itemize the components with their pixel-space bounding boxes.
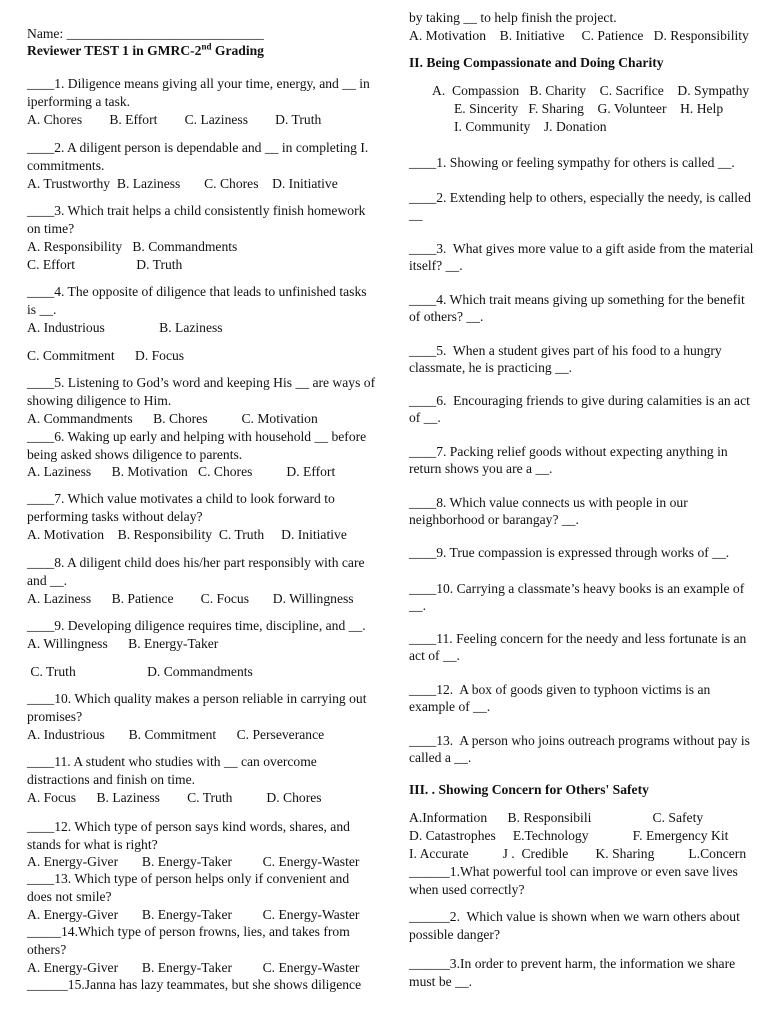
section2-choices-row: A. Compassion B. Charity C. Sacrifice D. Sympathy [432, 83, 750, 98]
question-text: __ [409, 207, 423, 222]
q15-options: A. Motivation B. Initiative C. Patience D. Responsibility [409, 28, 749, 43]
section3-choices-row: D. Catastrophes E.Technology F. Emergency Kit [409, 828, 729, 843]
question-text: ____4. The opposite of diligence that leads to unfinished tasks [27, 284, 367, 299]
question-text: ____10. Carrying a classmate’s heavy books is an example of [409, 581, 745, 596]
question-text: promises? [27, 709, 83, 724]
question-text: distractions and finish on time. [27, 772, 196, 787]
question-text: stands for what is right? [27, 837, 158, 852]
question-text: ____13. Which type of person helps only if convenient and [27, 871, 350, 886]
question-text: of __. [409, 410, 441, 425]
answer-options: A. Responsibility B. Commandments [27, 239, 238, 254]
question-text: neighborhood or barangay? __. [409, 512, 579, 527]
section2-heading: II. Being Compassionate and Doing Charity [409, 55, 664, 70]
question-text: ____5. Listening to God’s word and keeping His __ are ways of [27, 375, 376, 390]
question-text: ______1.What powerful tool can improve or even save lives [409, 864, 738, 879]
q15-continuation: by taking __ to help finish the project. [409, 10, 617, 25]
question-text: performing tasks without delay? [27, 509, 203, 524]
question-text: when used correctly? [409, 882, 525, 897]
question-text: ____12. Which type of person says kind words, shares, and [27, 819, 350, 834]
question-text: ____7. Packing relief goods without expecting anything in [409, 444, 728, 459]
question-text: ____1. Diligence means giving all your time, energy, and __ in [27, 76, 370, 91]
question-text: ____3. Which trait helps a child consistently finish homework [27, 203, 366, 218]
question-text: ____8. Which value connects us with people in our [409, 495, 688, 510]
section2-choices-row: I. Community J. Donation [454, 119, 607, 134]
question-text: is __. [27, 302, 57, 317]
title-text: Reviewer TEST 1 in GMRC-2 [27, 43, 202, 58]
answer-options: A. Commandments B. Chores C. Motivation [27, 411, 318, 426]
question-text: ____3. What gives more value to a gift aside from the material [409, 241, 754, 256]
answer-options: A. Energy-Giver B. Energy-Taker C. Energy-Waster [27, 854, 360, 869]
question-text: ____9. Developing diligence requires time, discipline, and __. [27, 618, 366, 633]
question-text: ____6. Waking up early and helping with household __ before [27, 429, 367, 444]
answer-options: A. Chores B. Effort C. Laziness D. Truth [27, 112, 322, 127]
answer-options: A. Industrious B. Commitment C. Perseverance [27, 727, 325, 742]
section2-choices-row: E. Sincerity F. Sharing G. Volunteer H. Help [454, 101, 724, 116]
question-text: itself? __. [409, 258, 463, 273]
question-text: ____11. Feeling concern for the needy and less fortunate is an [409, 631, 747, 646]
answer-options: A. Laziness B. Motivation C. Chores D. Effort [27, 464, 336, 479]
question-text: others? [27, 942, 67, 957]
question-text: ____5. When a student gives part of his food to a hungry [409, 343, 722, 358]
answer-options: C. Truth D. Commandments [27, 664, 253, 679]
question-text: _____14.Which type of person frowns, lies, and takes from [27, 924, 350, 939]
question-text: on time? [27, 221, 75, 236]
question-text: called a __. [409, 750, 472, 765]
answer-options: A. Trustworthy B. Laziness C. Chores D. Initiative [27, 176, 338, 191]
question-text: commitments. [27, 158, 105, 173]
answer-options: C. Effort D. Truth [27, 257, 183, 272]
question-text: possible danger? [409, 927, 500, 942]
question-text: ____8. A diligent child does his/her part responsibly with care [27, 555, 365, 570]
question-text: iperforming a task. [27, 94, 131, 109]
question-text: example of __. [409, 699, 491, 714]
question-text: classmate, he is practicing __. [409, 360, 573, 375]
question-text: ______2. Which value is shown when we warn others about [409, 909, 740, 924]
question-text: must be __. [409, 974, 473, 989]
question-text: of others? __. [409, 309, 484, 324]
question-text: ____9. True compassion is expressed through works of __. [409, 545, 730, 560]
question-text: being asked shows diligence to parents. [27, 447, 243, 462]
page-title [27, 42, 264, 60]
answer-options: A. Willingness B. Energy-Taker [27, 636, 219, 651]
question-text: ____12. A box of goods given to typhoon victims is an [409, 682, 711, 697]
question-text: does not smile? [27, 889, 112, 904]
title-superscript: nd [201, 41, 212, 52]
section3-choices-row: I. Accurate J . Credible K. Sharing L.Concern [409, 846, 747, 861]
answer-options: A. Energy-Giver B. Energy-Taker C. Energy-Waster [27, 960, 360, 975]
question-text: ____7. Which value motivates a child to look forward to [27, 491, 335, 506]
question-text: ____4. Which trait means giving up something for the benefit [409, 292, 745, 307]
name-line: Name: _____________________________ [27, 26, 264, 41]
question-text: ______3.In order to prevent harm, the information we share [409, 956, 736, 971]
section3-choices-row: A.Information B. Responsibili C. Safety [409, 810, 704, 825]
section3-heading: III. . Showing Concern for Others' Safety [409, 782, 649, 797]
question-text: showing diligence to Him. [27, 393, 172, 408]
question-text: ____13. A person who joins outreach programs without pay is [409, 733, 750, 748]
answer-options: A. Focus B. Laziness C. Truth D. Chores [27, 790, 322, 805]
question-text: ____6. Encouraging friends to give during calamities is an act [409, 393, 750, 408]
question-text: ____10. Which quality makes a person reliable in carrying out [27, 691, 367, 706]
answer-options: A. Industrious B. Laziness [27, 320, 223, 335]
title-suffix: Grading [211, 43, 264, 58]
answer-options: A. Motivation B. Responsibility C. Truth D. Initiative [27, 527, 347, 542]
answer-options: A. Energy-Giver B. Energy-Taker C. Energy-Waster [27, 907, 360, 922]
question-text: ____1. Showing or feeling sympathy for others is called __. [409, 155, 735, 170]
question-text: return shows you are a __. [409, 461, 553, 476]
question-text: ____11. A student who studies with __ can overcome [27, 754, 317, 769]
question-text: ____2. Extending help to others, especially the needy, is called [409, 190, 751, 205]
answer-options: C. Commitment D. Focus [27, 348, 185, 363]
question-text: ______15.Janna has lazy teammates, but she shows diligence [27, 977, 362, 992]
question-text: __. [409, 598, 426, 613]
question-text: and __. [27, 573, 68, 588]
answer-options: A. Laziness B. Patience C. Focus D. Willingness [27, 591, 354, 606]
question-text: ____2. A diligent person is dependable and __ in completing I. [27, 140, 369, 155]
question-text: act of __. [409, 648, 460, 663]
